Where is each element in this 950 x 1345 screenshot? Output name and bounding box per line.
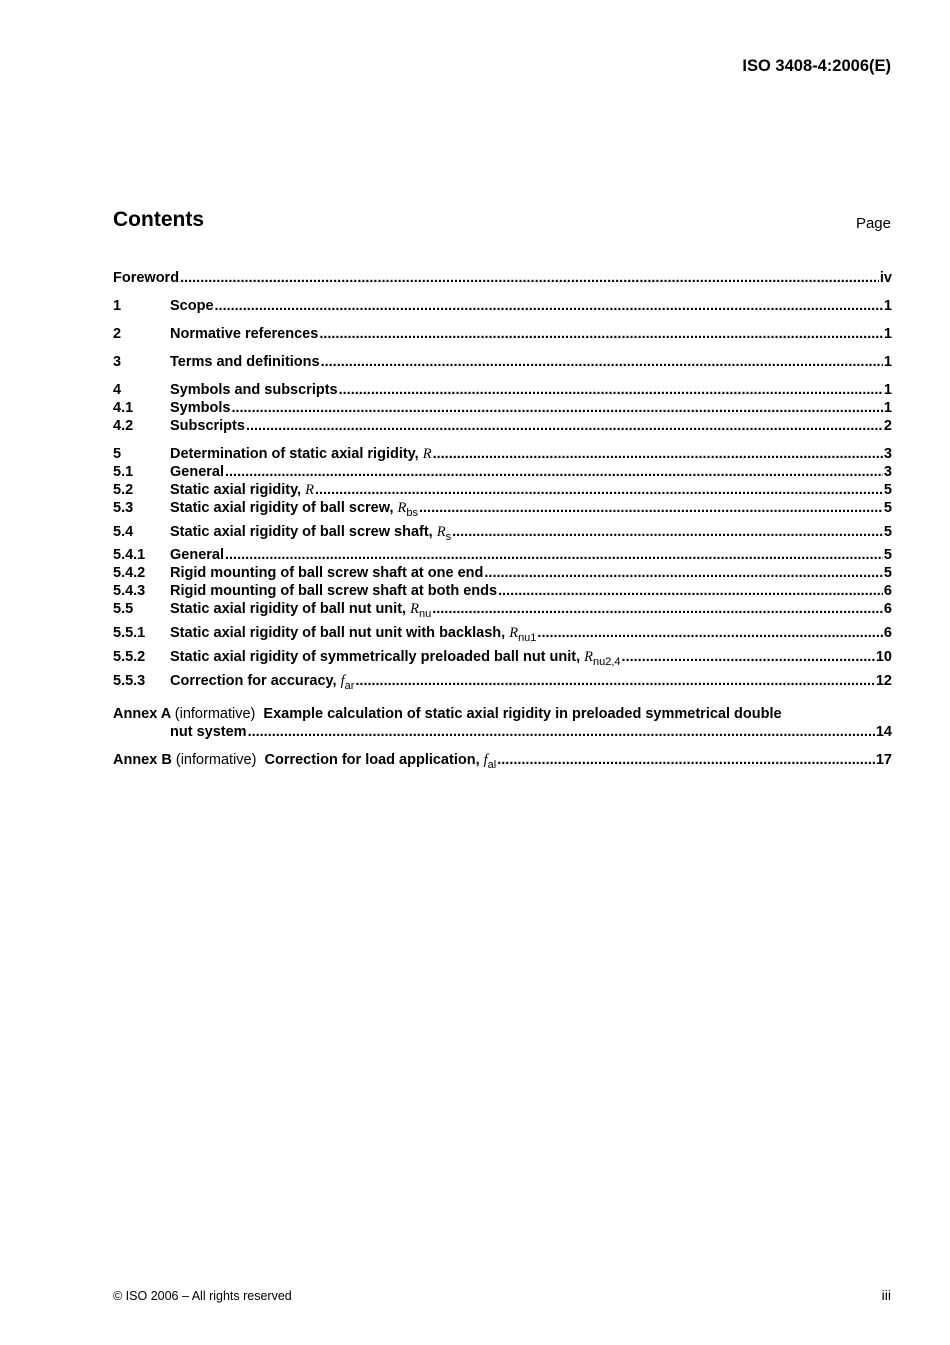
toc-entry-foreword[interactable] (113, 269, 892, 287)
leader-dots (419, 499, 883, 517)
subscript: nu (418, 608, 432, 620)
toc-entry-number: 5.4 (113, 524, 134, 540)
toc-entry-title: Symbols and subscripts (170, 382, 338, 398)
symbol: R (410, 601, 419, 617)
table-of-contents (113, 269, 892, 770)
toc-entry-page: 5 (883, 565, 892, 581)
symbol: R (305, 482, 314, 498)
page-column-label: Page (855, 215, 891, 232)
document-id: ISO 3408-4:2006(E) (742, 57, 891, 75)
toc-entry-text: Static axial rigidity, (170, 482, 306, 498)
toc-entry-3[interactable] (113, 353, 892, 371)
annex-a-heading (113, 705, 892, 723)
leader-dots (452, 523, 883, 541)
toc-entry-annex-a[interactable] (113, 705, 892, 741)
symbol: f (483, 752, 488, 768)
toc-entry-page: 17 (875, 752, 892, 768)
toc-entry-title (170, 600, 431, 619)
copyright-notice: © ISO 2006 – All rights reserved (113, 1289, 292, 1303)
annex-title: Example calculation of static axial rigidity in preloaded symmetrical double (263, 706, 782, 722)
leader-dots (225, 463, 883, 481)
leader-dots (339, 381, 883, 399)
toc-entry-title: Subscripts (170, 418, 245, 434)
toc-entry-5-2[interactable] (113, 481, 892, 499)
toc-entry-number: 4.2 (113, 418, 134, 434)
toc-entry-number: 5.2 (113, 482, 134, 498)
symbol: f (340, 673, 345, 689)
toc-entry-title: Foreword (113, 270, 180, 286)
toc-entry-5-4[interactable] (113, 523, 892, 542)
toc-entry-page: 5 (883, 500, 892, 516)
contents-heading: Contents (113, 208, 204, 231)
subscript: s (445, 531, 452, 543)
leader-dots (180, 269, 879, 287)
toc-entry-title (170, 624, 536, 643)
subscript: bs (406, 507, 418, 519)
symbol: R (397, 500, 407, 516)
leader-dots (432, 600, 883, 618)
leader-dots (355, 672, 874, 690)
toc-entry-number: 4.1 (113, 400, 134, 416)
toc-entry-number: 4 (113, 382, 122, 398)
toc-entry-annex-b[interactable] (113, 751, 892, 770)
toc-entry-page: 1 (883, 382, 892, 398)
annex-title: Correction for load application, (264, 752, 484, 768)
toc-entry-1[interactable] (113, 297, 892, 315)
toc-entry-title (113, 751, 496, 770)
leader-dots (484, 564, 883, 582)
annex-kind: (informative) (174, 706, 256, 722)
toc-entry-number: 5.5 (113, 601, 134, 617)
toc-entry-number: 5.5.2 (113, 649, 146, 665)
toc-entry-5-4-2[interactable] (113, 564, 892, 582)
toc-entry-number: 5.4.3 (113, 583, 146, 599)
toc-entry-5-5[interactable] (113, 600, 892, 619)
leader-dots (319, 325, 883, 343)
toc-entry-title: Rigid mounting of ball screw shaft at both ends (170, 583, 498, 599)
toc-entry-title: Symbols (170, 400, 231, 416)
toc-entry-page: 3 (883, 464, 892, 480)
toc-entry-page: 10 (875, 649, 892, 665)
toc-entry-title (170, 672, 354, 691)
leader-dots (497, 751, 875, 769)
toc-entry-page: 6 (883, 583, 892, 599)
page-number: iii (881, 1287, 891, 1303)
toc-entry-title (170, 499, 418, 518)
leader-dots (231, 399, 882, 417)
leader-dots (537, 624, 883, 642)
toc-entry-number: 5.4.1 (113, 547, 146, 563)
subscript: nu2,4 (593, 656, 621, 668)
toc-entry-title (170, 481, 314, 499)
leader-dots (622, 648, 875, 666)
leader-dots (246, 417, 883, 435)
toc-entry-title (170, 445, 432, 463)
toc-entry-text: Static axial rigidity of ball screw, (170, 500, 398, 516)
toc-entry-number: 3 (113, 354, 122, 370)
toc-entry-number: 5.5.3 (113, 673, 146, 689)
toc-entry-number: 5.5.1 (113, 625, 146, 641)
toc-entry-text: Static axial rigidity of ball screw shaft, (170, 524, 437, 540)
toc-entry-page: 6 (883, 601, 892, 617)
toc-entry-title: Normative references (170, 326, 319, 342)
symbol: R (422, 446, 432, 462)
subscript: nu1 (518, 632, 537, 644)
toc-entry-text: Static axial rigidity of ball nut unit with backlash, (170, 625, 510, 641)
toc-entry-4-1[interactable] (113, 399, 892, 417)
leader-dots (315, 481, 883, 499)
toc-entry-5-3[interactable] (113, 499, 892, 518)
symbol: R (509, 625, 519, 641)
toc-entry-page: 1 (883, 400, 892, 416)
toc-entry-text: Static axial rigidity of symmetrically preloaded ball nut unit, (170, 649, 585, 665)
toc-entry-5-4-1[interactable] (113, 546, 892, 564)
toc-entry-page: 12 (875, 673, 892, 689)
toc-entry-page: iv (879, 270, 892, 286)
toc-entry-page: 14 (875, 724, 892, 740)
toc-entry-page: 1 (883, 354, 892, 370)
toc-entry-page: 2 (883, 418, 892, 434)
toc-entry-text: Correction for accuracy, (170, 673, 341, 689)
toc-entry-4[interactable] (113, 381, 892, 399)
leader-dots (215, 297, 883, 315)
annex-label: Annex A (113, 706, 171, 722)
annex-kind: (informative) (175, 752, 257, 768)
subscript: al (487, 759, 497, 771)
annex-label: Annex B (113, 752, 172, 768)
toc-entry-page: 5 (883, 547, 892, 563)
annex-a-continuation (113, 723, 892, 741)
toc-entry-number: 5.1 (113, 464, 134, 480)
toc-entry-5[interactable] (113, 445, 892, 463)
toc-entry-text: Static axial rigidity of ball nut unit, (170, 601, 411, 617)
toc-entry-5-5-1[interactable] (113, 624, 892, 643)
toc-entry-number: 1 (113, 298, 122, 314)
leader-dots (225, 546, 883, 564)
toc-entry-5-4-3[interactable] (113, 582, 892, 600)
toc-entry-number: 5 (113, 446, 122, 462)
toc-entry-page: 1 (883, 298, 892, 314)
leader-dots (321, 353, 883, 371)
toc-entry-number: 2 (113, 326, 122, 342)
toc-entry-5-5-3[interactable] (113, 672, 892, 691)
leader-dots (433, 445, 883, 463)
symbol: R (436, 524, 446, 540)
toc-entry-4-2[interactable] (113, 417, 892, 435)
toc-entry-5-1[interactable] (113, 463, 892, 481)
symbol: R (584, 649, 594, 665)
toc-entry-title: Scope (170, 298, 214, 314)
toc-entry-page: 5 (883, 524, 892, 540)
toc-entry-5-5-2[interactable] (113, 648, 892, 667)
toc-entry-title: nut system (170, 724, 247, 740)
toc-entry-page: 1 (883, 326, 892, 342)
subscript: ar (344, 680, 355, 692)
toc-entry-title: Terms and definitions (170, 354, 320, 370)
toc-entry-title: General (170, 464, 224, 480)
leader-dots (248, 723, 875, 741)
toc-entry-title: Rigid mounting of ball screw shaft at one end (170, 565, 484, 581)
toc-entry-number: 5.4.2 (113, 565, 146, 581)
toc-entry-page: 5 (883, 482, 892, 498)
toc-entry-page: 3 (883, 446, 892, 462)
toc-entry-number: 5.3 (113, 500, 134, 516)
toc-entry-text: Determination of static axial rigidity, (170, 446, 423, 462)
toc-entry-page: 6 (883, 625, 892, 641)
toc-entry-2[interactable] (113, 325, 892, 343)
toc-entry-title (170, 523, 451, 542)
toc-entry-title: General (170, 547, 224, 563)
toc-entry-title (170, 648, 621, 667)
leader-dots (498, 582, 883, 600)
